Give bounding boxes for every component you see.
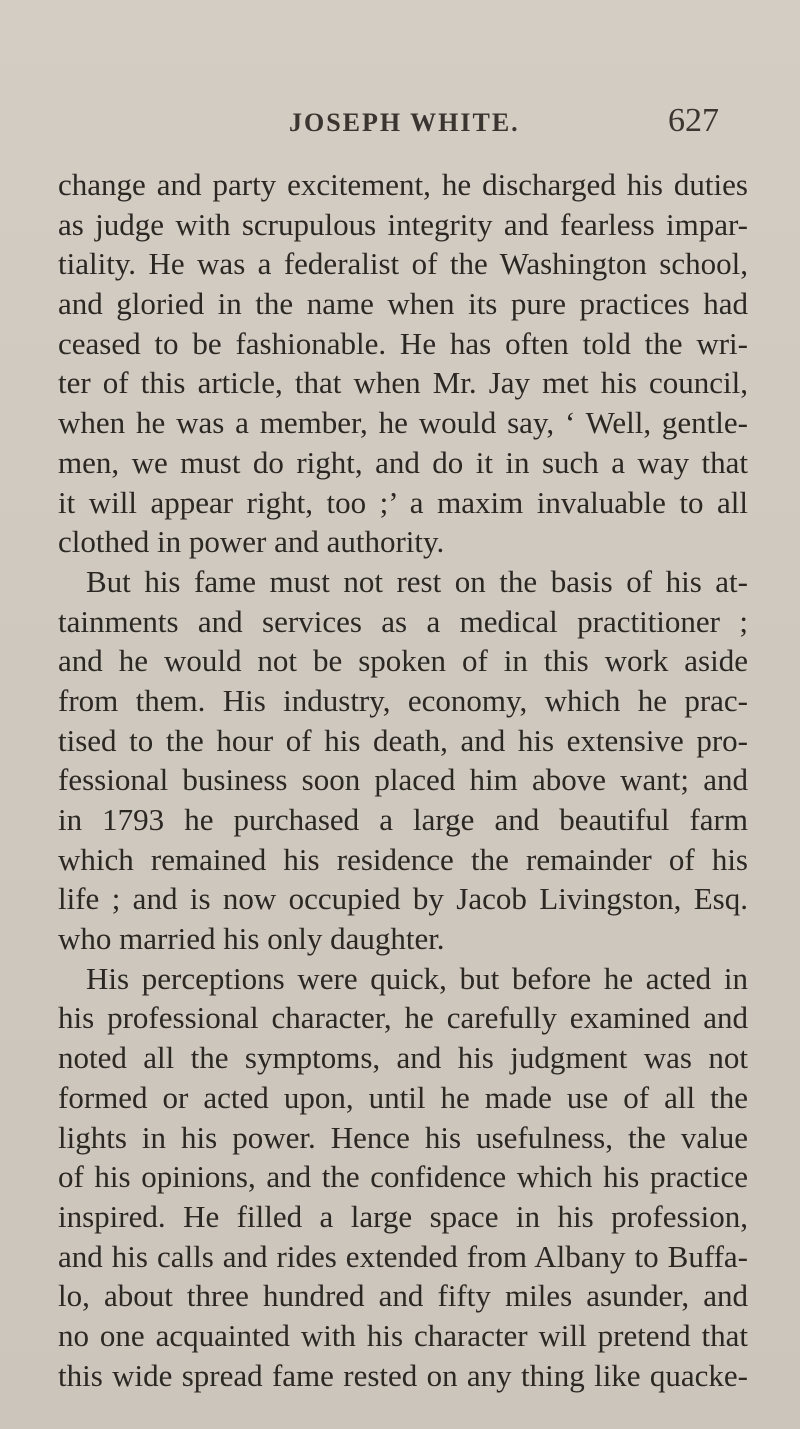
running-title: JOSEPH WHITE. [289, 108, 520, 137]
text-line: in 1793 he purchased a large and beautiful farm [58, 802, 748, 837]
text-line: which remained his residence the remainder of his [58, 841, 748, 877]
text-line: But his fame must not rest on the basis of his at- [86, 563, 748, 599]
text-line: ceased to be fashionable. He has often told the wri- [58, 325, 748, 361]
text-line: noted all the symptoms, and his judgment was not [58, 1040, 748, 1076]
text-line: it will appear right, too ;’ a maxim invaluable to all [58, 484, 748, 520]
page-number: 627 [668, 102, 719, 139]
text-line: ter of this article, that when Mr. Jay met his council, [58, 365, 748, 401]
text-line: formed or acted upon, until he made use of all the [58, 1079, 748, 1115]
text-line: as judge with scrupulous integrity and fearless impar- [58, 206, 748, 242]
text-line: clothed in power and authority. [58, 524, 445, 560]
text-line: from them. His industry, economy, which he prac- [58, 682, 748, 718]
text-line: tiality. He was a federalist of the Washington school, [58, 246, 748, 282]
text-line: inspired. He filled a large space in his profession, [58, 1198, 748, 1234]
text-line: fessional business soon placed him above want; and [58, 762, 748, 798]
text-line: this wide spread fame rested on any thing like quacke- [58, 1357, 748, 1393]
text-line: tainments and services as a medical practitioner ; [58, 603, 748, 639]
text-line: and he would not be spoken of in this work aside [58, 643, 748, 679]
text-line: and his calls and rides extended from Albany to Buffa- [58, 1238, 748, 1274]
text-line: lights in his power. Hence his usefulness, the value [58, 1119, 748, 1155]
text-line: of his opinions, and the confidence which his practice [58, 1159, 748, 1195]
text-line: no one acquainted with his character will pretend that [58, 1317, 748, 1353]
text-line: His perceptions were quick, but before he acted in [86, 960, 748, 996]
text-line: men, we must do right, and do it in such a way that [58, 444, 748, 480]
text-line: lo, about three hundred and fifty miles asunder, and [58, 1278, 748, 1314]
body-text [58, 165, 748, 1395]
text-line: who married his only daughter. [58, 921, 445, 957]
text-line: change and party excitement, he discharged his duties [58, 167, 748, 202]
text-line: his professional character, he carefully examined and [58, 1000, 748, 1036]
text-line: tised to the hour of his death, and his extensive pro- [58, 722, 748, 758]
text-line: life ; and is now occupied by Jacob Livingston, Esq. [58, 881, 748, 917]
text-line: and gloried in the name when its pure practices had [58, 286, 748, 322]
running-head [0, 102, 800, 148]
text-line: when he was a member, he would say, ‘ Well, gentle- [58, 405, 748, 441]
